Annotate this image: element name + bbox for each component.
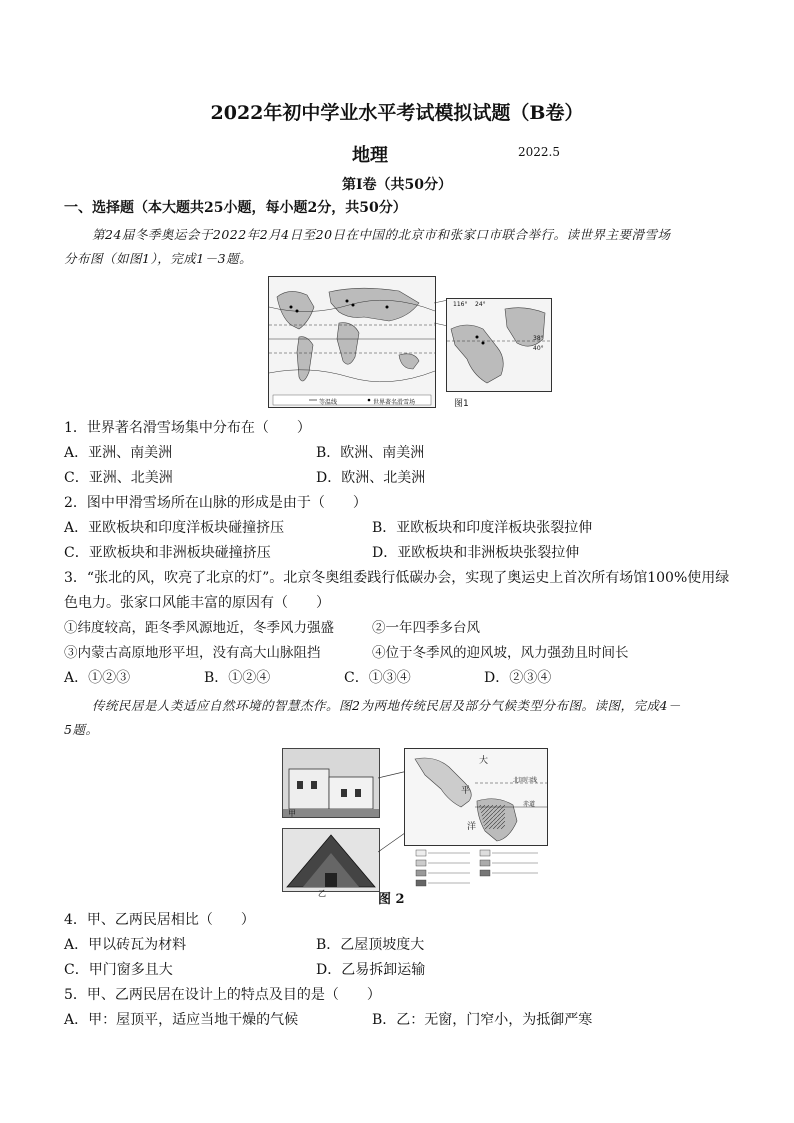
q1-option-d: D．欧洲、北美洲 (316, 470, 426, 486)
q5-option-b: B．乙：无窗，门窄小，为抵御严寒 (372, 1012, 593, 1028)
map-label-tropic-of-cancer: 北回归线 (513, 777, 538, 784)
q1-stem: 1．世界著名滑雪场集中分布在（ ） (64, 420, 311, 436)
q3-option-d: D．②③④ (484, 670, 552, 686)
q3-statement-3: ③内蒙古高原地形平坦，没有高大山脉阻挡 (64, 645, 321, 661)
q5-option-a: A．甲：屋顶平，适应当地干燥的气候 (64, 1012, 299, 1028)
q3-stem-line-1: 3．“张北的风，吹亮了北京的灯”。北京冬奥组委践行低碳办会，实现了奥运史上首次所有场馆100%使用绿 (64, 570, 730, 586)
q3-statement-1: ①纬度较高，距冬季风源地近，冬季风力强盛 (64, 620, 334, 636)
q3-statement-4: ④位于冬季风的迎风坡，风力强劲且时间长 (372, 645, 629, 661)
q5-stem: 5．甲、乙两民居在设计上的特点及目的是（ ） (64, 987, 381, 1003)
legend-isotherm: 等温线 (319, 399, 338, 406)
figure-2-caption: 图 2 (378, 892, 405, 907)
q2-option-a: A．亚欧板块和印度洋板块碰撞挤压 (64, 520, 285, 536)
intro-2-line-1: 传统民居是人类适应自然环境的智慧杰作。图2为两地传统民居及部分气候类型分布图。读图，完成4－ (92, 698, 681, 713)
section-heading: 一、选择题（本大题共25小题，每小题2分，共50分） (64, 200, 407, 216)
map-label-equator: 赤道 (523, 801, 536, 808)
q2-stem: 2．图中甲滑雪场所在山脉的形成是由于（ ） (64, 495, 367, 511)
subject-title: 地理 (352, 145, 388, 166)
label-jia: 甲 (288, 809, 296, 818)
world-map-graphic (269, 277, 435, 407)
figure-2-climate-map (404, 748, 548, 846)
q3-stem-line-2: 色电力。张家口风能丰富的原因有（ ） (64, 595, 330, 611)
q1-option-b: B．欧洲、南美洲 (316, 445, 425, 461)
figure-1-caption: 图1 (454, 399, 469, 409)
q3-statement-2: ②一年四季多台风 (372, 620, 480, 636)
inset-label-38: 38° (533, 335, 544, 342)
label-yi: 乙 (318, 889, 326, 898)
map-label-da: 大 (479, 756, 489, 766)
intro-1-line-2: 分布图（如图1），完成1－3题。 (64, 251, 253, 266)
figure-2-legend (414, 848, 546, 888)
inset-label-116: 116° (453, 301, 468, 308)
q2-option-c: C．亚欧板块和非洲板块碰撞挤压 (64, 545, 271, 561)
dwelling-yi-photo (282, 828, 380, 892)
intro-2-line-2: 5题。 (64, 722, 99, 737)
inset-label-40: 40° (533, 345, 544, 352)
q4-option-c: C．甲门窗多且大 (64, 962, 173, 978)
q4-stem: 4．甲、乙两民居相比（ ） (64, 912, 255, 928)
q4-option-b: B．乙屋顶坡度大 (316, 937, 425, 953)
q3-option-b: B．①②④ (204, 670, 271, 686)
exam-date: 2022.5 (518, 145, 560, 159)
intro-1-line-1: 第24届冬季奥运会于2022年2月4日至20日在中国的北京市和张家口市联合举行。读世界主要滑雪场 (92, 227, 671, 242)
q3-option-c: C．①③④ (344, 670, 411, 686)
dwelling-jia-photo (282, 748, 380, 818)
q1-option-a: A．亚洲、南美洲 (64, 445, 173, 461)
q2-option-b: B．亚欧板块和印度洋板块张裂拉伸 (372, 520, 593, 536)
inset-label-24: 24° (475, 301, 486, 308)
map-label-ping: 平 (461, 786, 471, 796)
q4-option-d: D．乙易拆卸运输 (316, 962, 426, 978)
q3-option-a: A．①②③ (64, 670, 131, 686)
legend-swatches (414, 848, 546, 888)
exam-title: 2022年初中学业水平考试模拟试题（B卷） (210, 102, 584, 124)
figure-1-world-map (268, 276, 436, 408)
part-heading: 第Ⅰ卷（共50分） (341, 177, 453, 193)
legend-ski-resort: 世界著名滑雪场 (373, 399, 416, 406)
q1-option-c: C．亚洲、北美洲 (64, 470, 173, 486)
map-label-yang: 洋 (467, 822, 477, 832)
figure-1-inset-map (446, 298, 552, 392)
q4-option-a: A．甲以砖瓦为材料 (64, 937, 187, 953)
q2-option-d: D．亚欧板块和非洲板块张裂拉伸 (372, 545, 580, 561)
